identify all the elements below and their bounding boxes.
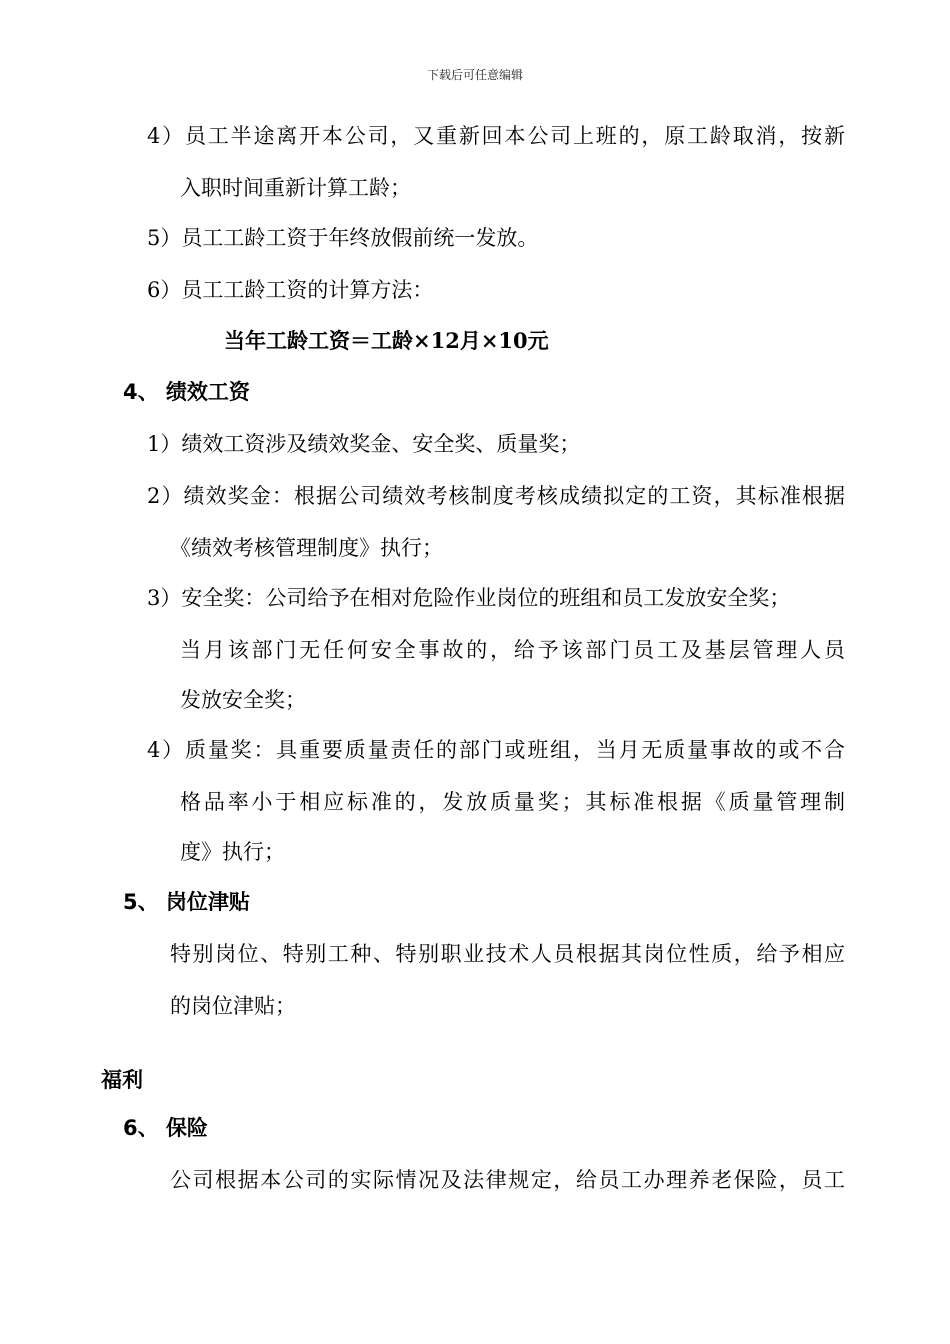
allowance-line1: 特别岗位、特别工种、特别职业技术人员根据其岗位性质，给予相应 [170,942,845,966]
perf-item-4-line2: 格品率小于相应标准的，发放质量奖；其标准根据《质量管理制 [180,790,845,814]
section-heading-6: 6、 保险 [123,1116,208,1140]
item-5: 5）员工工龄工资于年终放假前统一发放。 [147,226,539,250]
perf-item-4-line1: 4）质量奖：具重要质量责任的部门或班组，当月无质量事故的或不合 [147,738,845,762]
perf-item-2-line1: 2）绩效奖金：根据公司绩效考核制度考核成绩拟定的工资，其标准根据 [147,484,845,508]
perf-item-3-line3: 发放安全奖； [180,688,306,712]
item-4-line1: 4）员工半途离开本公司，又重新回本公司上班的，原工龄取消，按新 [147,124,845,148]
perf-item-2-line2: 《绩效考核管理制度》执行； [170,536,443,560]
formula: 当年工龄工资＝工龄×12月×10元 [224,328,549,353]
item-6: 6）员工工龄工资的计算方法： [147,278,434,302]
perf-item-1: 1）绩效工资涉及绩效奖金、安全奖、质量奖； [147,432,581,456]
section-heading-4: 4、 绩效工资 [123,380,250,404]
item-4-line2: 入职时间重新计算工龄； [180,176,411,200]
allowance-line2: 的岗位津贴； [170,994,296,1018]
page-header: 下载后可任意编辑 [426,68,523,82]
perf-item-4-line3: 度》执行； [180,840,285,864]
insurance-line1: 公司根据本公司的实际情况及法律规定，给员工办理养老保险，员工 [170,1168,845,1192]
benefits-heading: 福利 [101,1068,143,1092]
perf-item-3-line1: 3）安全奖：公司给予在相对危险作业岗位的班组和员工发放安全奖； [147,586,791,610]
perf-item-3-line2: 当月该部门无任何安全事故的，给予该部门员工及基层管理人员 [180,638,845,662]
section-heading-5: 5、 岗位津贴 [123,890,250,914]
